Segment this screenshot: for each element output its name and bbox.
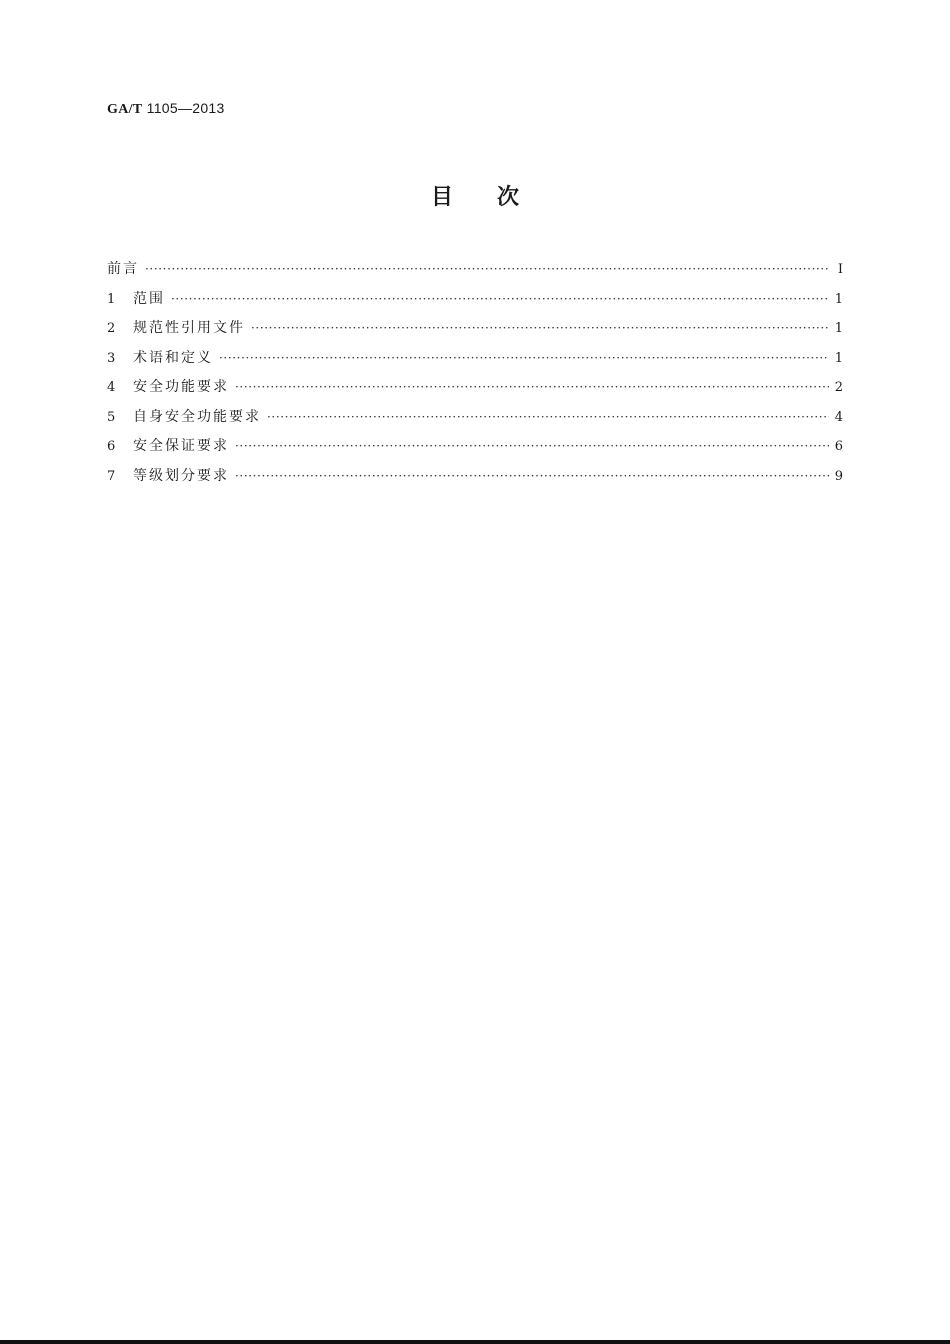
toc-entry-terms-definitions[interactable] <box>107 347 843 377</box>
toc-title: 目次 <box>430 185 563 210</box>
toc-entry-label: 安全功能要求 <box>133 379 229 395</box>
toc-entry-page: 2 <box>834 380 843 395</box>
toc-leader-dots <box>235 439 829 453</box>
toc-leader-dots <box>145 262 829 276</box>
toc-entry-page: 6 <box>834 439 843 454</box>
toc-entry-normative-references[interactable] <box>107 317 843 347</box>
toc-entry-label: 自身安全功能要求 <box>133 408 261 425</box>
document-code <box>107 100 225 118</box>
toc-entry-label: 规范性引用文件 <box>133 320 245 336</box>
toc-entry-page: 1 <box>834 291 843 307</box>
standard-prefix: GA/T <box>107 102 143 117</box>
toc-entry-label: 前言 <box>107 261 139 277</box>
toc-entry-self-security-requirements[interactable] <box>107 406 843 436</box>
toc-entry-page: 4 <box>834 409 843 425</box>
table-of-contents <box>107 258 843 494</box>
toc-entry-number: 5 <box>107 409 116 425</box>
toc-entry-label: 等级划分要求 <box>133 467 229 484</box>
toc-leader-dots <box>267 410 829 424</box>
toc-entry-number: 7 <box>107 468 116 484</box>
toc-entry-number: 2 <box>107 321 116 336</box>
toc-entry-security-functional-requirements[interactable] <box>107 376 843 406</box>
toc-entry-security-assurance-requirements[interactable] <box>107 435 843 465</box>
standard-number: 1105—2013 <box>146 100 225 116</box>
toc-leader-dots <box>235 469 829 483</box>
toc-leader-dots <box>219 351 829 365</box>
toc-leader-dots <box>251 321 829 335</box>
toc-entry-label: 安全保证要求 <box>133 438 229 454</box>
toc-leader-dots <box>235 380 829 394</box>
toc-entry-label: 范围 <box>133 290 165 307</box>
toc-entry-scope[interactable] <box>107 288 843 318</box>
toc-entry-page: Ⅰ <box>837 262 843 277</box>
toc-entry-number: 6 <box>107 439 116 454</box>
toc-leader-dots <box>171 292 829 306</box>
toc-entry-number: 3 <box>107 350 116 366</box>
toc-entry-page: 1 <box>834 321 843 336</box>
page-bottom-border <box>0 1340 950 1344</box>
toc-entry-grade-classification[interactable] <box>107 465 843 495</box>
toc-entry-label: 术语和定义 <box>133 349 213 366</box>
toc-entry-number: 1 <box>107 291 116 307</box>
toc-entry-number: 4 <box>107 380 116 395</box>
toc-entry-page: 9 <box>834 468 843 484</box>
toc-entry-foreword[interactable] <box>107 258 843 288</box>
toc-entry-page: 1 <box>834 350 843 366</box>
